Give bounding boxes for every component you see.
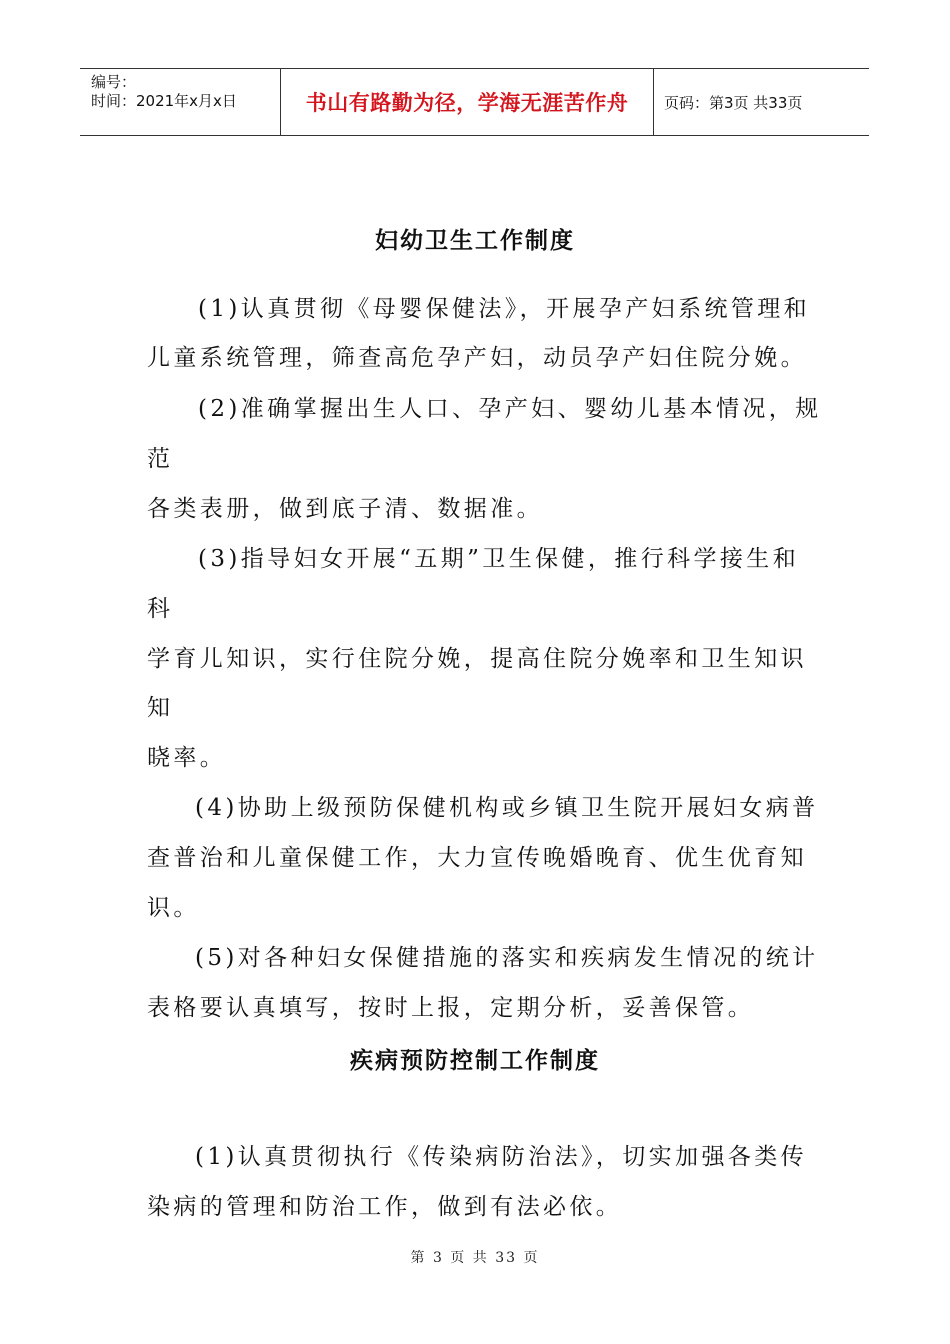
paragraph-line: (2)准确掌握出生人口、孕产妇、婴幼儿基本情况，规	[198, 396, 822, 422]
paragraph-line: 晓率。	[147, 745, 227, 771]
paragraph-line: (3)指导妇女开展“五期”卫生保健，推行科学接生和	[198, 546, 800, 572]
paragraph-line: 知	[147, 695, 174, 721]
paragraph-line: (1)认真贯彻《母婴保健法》，开展孕产妇系统管理和	[198, 296, 811, 322]
header-meta	[80, 69, 281, 135]
paragraph-line: (5)对各种妇女保健措施的落实和疾病发生情况的统计	[195, 945, 819, 971]
section-title-disease-prevention: 疾病预防控制工作制度	[350, 1047, 600, 1074]
paragraph-line: (4)协助上级预防保健机构或乡镇卫生院开展妇女病普	[195, 795, 819, 821]
paragraph-line: 学育儿知识，实行住院分娩，提高住院分娩率和卫生知识	[147, 646, 807, 672]
section-title-maternal-child-health: 妇幼卫生工作制度	[375, 227, 575, 254]
paragraph-line: 儿童系统管理，筛查高危孕产妇，动员孕产妇住院分娩。	[147, 345, 807, 371]
paragraph-line: 识。	[147, 895, 200, 921]
date-label: 时间：2021年x月x日	[91, 92, 237, 110]
document-header	[80, 68, 869, 136]
header-page-info: 页码：第3页 共33页	[664, 93, 803, 112]
paragraph-line: (1)认真贯彻执行《传染病防治法》，切实加强各类传	[195, 1144, 808, 1170]
paragraph-line: 各类表册，做到底子清、数据准。	[147, 496, 543, 522]
paragraph-line: 表格要认真填写，按时上报，定期分析，妥善保管。	[147, 995, 755, 1021]
paragraph-line: 查普治和儿童保健工作，大力宣传晚婚晚育、优生优育知	[147, 845, 807, 871]
header-motto: 书山有路勤为径，学海无涯苦作舟	[281, 69, 654, 135]
paragraph-line: 范	[147, 446, 174, 472]
paragraph-line: 染病的管理和防治工作，做到有法必依。	[147, 1194, 623, 1220]
paragraph-line: 科	[147, 596, 174, 622]
number-label: 编号：	[91, 73, 137, 91]
page-footer: 第 3 页 共 33 页	[410, 1250, 540, 1266]
